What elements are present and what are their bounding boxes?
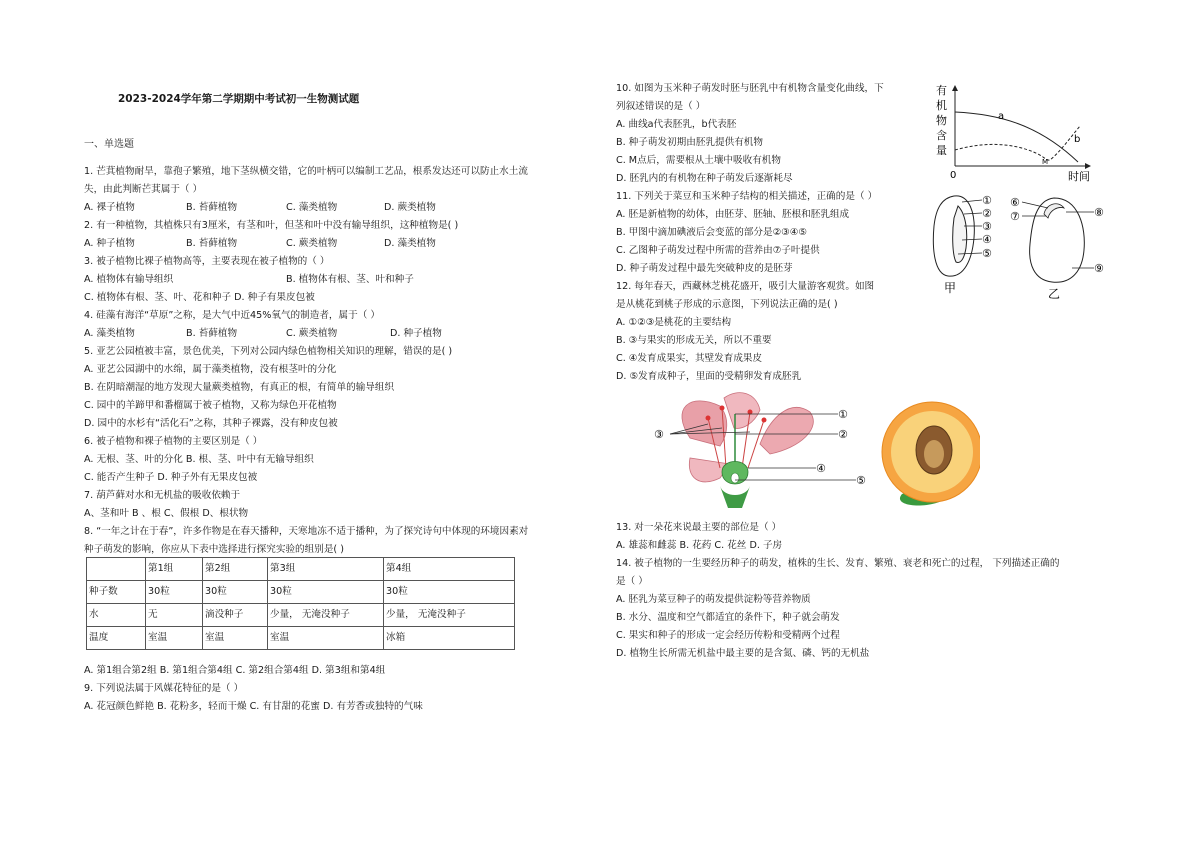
q1-option-b: B. 苔藓植物 [186, 202, 238, 213]
q14-option-c: C. 果实和种子的形成一定会经历传粉和受精两个过程 [616, 630, 840, 641]
q1-option-a: A. 裸子植物 [84, 202, 135, 213]
yi-caption: 乙 [1048, 287, 1061, 300]
q10-ylabel-2: 机 [936, 99, 947, 112]
q12-stem-line2: 是从桃花到桃子形成的示意图，下列说法正确的是( ) [616, 299, 838, 310]
table-cell: 第3组 [268, 558, 384, 581]
q10-option-a: A. 曲线a代表胚乳，b代表胚 [616, 119, 737, 130]
table-cell: 室温 [146, 627, 203, 650]
q10-option-d: D. 胚乳内的有机物在种子萌发后逐渐耗尽 [616, 173, 793, 184]
curve-b [955, 126, 1080, 160]
q4-option-d: D. 种子植物 [390, 328, 442, 339]
table-cell: 室温 [268, 627, 384, 650]
petal-top [724, 393, 760, 429]
q2-option-b: B. 苔藓植物 [186, 238, 238, 249]
q11-stem: 11. 下列关于菜豆和玉米种子结构的相关描述，正确的是（ ） [616, 191, 878, 202]
q2-option-d: D. 藻类植物 [384, 238, 436, 249]
q2-option-c: C. 蕨类植物 [286, 238, 338, 249]
q3-option-cd: C. 植物体有根、茎、叶、花和种子 D. 种子有果皮包被 [84, 292, 315, 303]
receptacle [720, 486, 750, 508]
q14-option-a: A. 胚乳为菜豆种子的萌发提供淀粉等营养物质 [616, 594, 811, 605]
q4-option-a: A. 藻类植物 [84, 328, 135, 339]
q11-option-a: A. 胚是新植物的幼体，由胚芽、胚轴、胚根和胚乳组成 [616, 209, 850, 220]
curve-b-label: b [1074, 134, 1081, 145]
q11-option-c: C. 乙图种子萌发过程中所需的营养由⑦子叶提供 [616, 245, 820, 256]
q6-option-ab: A. 无根、茎、叶的分化 B. 根、茎、叶中有无输导组织 [84, 454, 314, 465]
flower-label-5: ⑤ [856, 474, 866, 487]
q14-option-b: B. 水分、温度和空气都适宜的条件下，种子就会萌发 [616, 612, 840, 623]
table-cell: 第1组 [146, 558, 203, 581]
y-axis-arrow [952, 85, 958, 91]
section-heading: 一、单选题 [84, 139, 134, 150]
table-cell: 30粒 [384, 581, 515, 604]
q11-option-d: D. 种子萌发过程中最先突破种皮的是胚芽 [616, 263, 793, 274]
flower-label-1: ① [838, 408, 848, 421]
q8-options: A. 第1组合第2组 B. 第1组合第4组 C. 第2组合第4组 D. 第3组和第4组 [84, 665, 386, 676]
q4-option-c: C. 蕨类植物 [286, 328, 338, 339]
point-m-label: M [1042, 158, 1049, 166]
table-row [87, 604, 515, 627]
table-cell: 滴没种子 [203, 604, 268, 627]
flower-label-4: ④ [816, 462, 826, 475]
q1-option-d: D. 蕨类植物 [384, 202, 436, 213]
yi-label-9: ⑨ [1094, 262, 1104, 275]
jia-label-3: ③ [982, 220, 992, 233]
q13-options: A. 雄蕊和雌蕊 B. 花药 C. 花丝 D. 子房 [616, 540, 783, 551]
q10-option-b: B. 种子萌发初期由胚乳提供有机物 [616, 137, 763, 148]
peach-seed [924, 440, 944, 468]
q12-option-a: A. ①②③是桃花的主要结构 [616, 317, 732, 328]
table-cell: 温度 [87, 627, 146, 650]
q1-option-c: C. 藻类植物 [286, 202, 338, 213]
page-title: 2023-2024学年第二学期期中考试初一生物测试题 [118, 93, 360, 105]
q10-ylabel-3: 物 [936, 114, 947, 127]
table-cell: 室温 [203, 627, 268, 650]
q3-stem: 3. 被子植物比裸子植物高等，主要表现在被子植物的（ ） [84, 256, 330, 267]
q9-options: A. 花冠颜色鲜艳 B. 花粉多，轻而干燥 C. 有甘甜的花蜜 D. 有芳香或独特的气味 [84, 701, 423, 712]
table-cell: 30粒 [146, 581, 203, 604]
table-cell: 种子数 [87, 581, 146, 604]
q12-option-d: D. ⑤发育成种子，里面的受精卵发育成胚乳 [616, 371, 802, 382]
jia-label-5: ⑤ [982, 247, 992, 260]
curve-a-label: a [998, 111, 1005, 122]
q7-options: A、茎和叶 B 、根 C、假根 D、根状物 [84, 508, 249, 519]
flower-label-3: ③ [654, 428, 664, 441]
bean-seed-outline [1030, 198, 1085, 282]
flower-label-2: ② [838, 428, 848, 441]
q1-stem-line1: 1. 芒萁植物耐旱，靠孢子繁殖，地下茎纵横交错，它的叶柄可以编制工艺品，根系发达还可以防止水土流 [84, 166, 528, 177]
table-cell: 少量， 无淹没种子 [384, 604, 515, 627]
jia-caption: 甲 [944, 281, 957, 295]
table-cell: 冰箱 [384, 627, 515, 650]
table-row [87, 627, 515, 650]
table-cell: 少量， 无淹没种子 [268, 604, 384, 627]
q12-option-b: B. ③与果实的形成无关，所以不重要 [616, 335, 772, 346]
table-cell: 30粒 [268, 581, 384, 604]
table-cell [87, 558, 146, 581]
q14-option-d: D. 植物生长所需无机盐中最主要的是含氮、磷、钙的无机盐 [616, 648, 870, 659]
experiment-table [86, 557, 515, 650]
jia-label-1: ① [982, 194, 992, 207]
petal-right [760, 407, 813, 454]
ovule [731, 473, 739, 483]
q10-graph [928, 82, 1098, 187]
q8-stem-line1: 8. “一年之计在于春”，许多作物是在春天播种，天寒地冻不适于播种，为了探究诗句中体现的环境因素对 [84, 526, 529, 537]
yi-label-8: ⑧ [1094, 206, 1104, 219]
q5-stem: 5. 亚艺公园植被丰富，景色优美，下列对公园内绿色植物相关知识的理解，错误的是( ) [84, 346, 453, 357]
table-cell: 第4组 [384, 558, 515, 581]
q3-option-a: A. 植物体有输导组织 [84, 274, 174, 285]
yi-label-7: ⑦ [1010, 210, 1020, 223]
yi-label-6: ⑥ [1010, 196, 1020, 209]
q5-option-d: D. 园中的水杉有“活化石”之称，其种子裸露，没有种皮包被 [84, 418, 338, 429]
origin-label: 0 [950, 170, 957, 181]
q7-stem: 7. 葫芦藓对水和无机盐的吸收依赖于 [84, 490, 241, 501]
table-row [87, 581, 515, 604]
q10-ylabel-1: 有 [936, 84, 947, 97]
q8-stem-line2: 种子萌发的影响，你应从下表中选择进行探究实验的组别是( ) [84, 544, 344, 555]
q14-stem-line1: 14. 被子植物的一生要经历种子的萌发，植株的生长、发育、繁殖、衰老和死亡的过程， 下列描述正确的 [616, 558, 1060, 569]
q12-option-c: C. ④发育成果实，其壁发育成果皮 [616, 353, 763, 364]
q10-stem-line1: 10. 如图为玉米种子萌发时胚与胚乳中有机物含量变化曲线，下 [616, 83, 884, 94]
jia-label-4: ④ [982, 233, 992, 246]
q14-stem-line2: 是（ ） [616, 576, 648, 587]
q5-option-b: B. 在阴暗潮湿的地方发现大量蕨类植物，有真正的根，有简单的输导组织 [84, 382, 395, 393]
q13-stem: 13. 对一朵花来说最主要的部位是（ ） [616, 522, 782, 533]
q12-stem-line1: 12. 每年春天，西藏林芝桃花盛开，吸引大量游客观赏。如图 [616, 281, 875, 292]
q10-ylabel-4: 含 [936, 129, 947, 142]
q5-option-c: C. 园中的羊蹄甲和番榴属于被子植物，又称为绿色开花植物 [84, 400, 337, 411]
q6-stem: 6. 被子植物和裸子植物的主要区别是（ ） [84, 436, 263, 447]
q11-seed-figure [924, 188, 1124, 300]
q6-option-cd: C. 能否产生种子 D. 种子外有无果皮包被 [84, 472, 258, 483]
x-axis-label: 时间 [1068, 170, 1090, 183]
q10-stem-line2: 列叙述错误的是（ ） [616, 101, 706, 112]
q3-option-b: B. 植物体有根、茎、叶和种子 [286, 274, 414, 285]
table-header-row [87, 558, 515, 581]
q12-peach-figure [650, 388, 980, 514]
q2-stem: 2. 有一种植物，其植株只有3厘米，有茎和叶，但茎和叶中没有输导组织，这种植物是( ) [84, 220, 459, 231]
q10-option-c: C. M点后，需要根从土壤中吸收有机物 [616, 155, 781, 166]
q10-ylabel-5: 量 [936, 144, 947, 157]
curve-a [955, 112, 1081, 162]
table-cell: 30粒 [203, 581, 268, 604]
q4-option-b: B. 苔藓植物 [186, 328, 238, 339]
jia-label-2: ② [982, 207, 992, 220]
q4-stem: 4. 硅藻有海洋“草原”之称，是大气中近45%氧气的制造者，属于（ ） [84, 310, 380, 321]
table-cell: 水 [87, 604, 146, 627]
q2-option-a: A. 种子植物 [84, 238, 135, 249]
table-cell: 无 [146, 604, 203, 627]
q9-stem: 9. 下列说法属于风媒花特征的是（ ） [84, 683, 244, 694]
x-axis-arrow [1085, 163, 1091, 169]
table-cell: 第2组 [203, 558, 268, 581]
q5-option-a: A. 亚艺公园湖中的水绵，属于藻类植物，没有根茎叶的分化 [84, 364, 337, 375]
q1-stem-line2: 失，由此判断芒萁属于（ ） [84, 184, 203, 195]
q11-option-b: B. 甲图中滴加碘液后会变蓝的部分是②③④⑤ [616, 227, 807, 238]
